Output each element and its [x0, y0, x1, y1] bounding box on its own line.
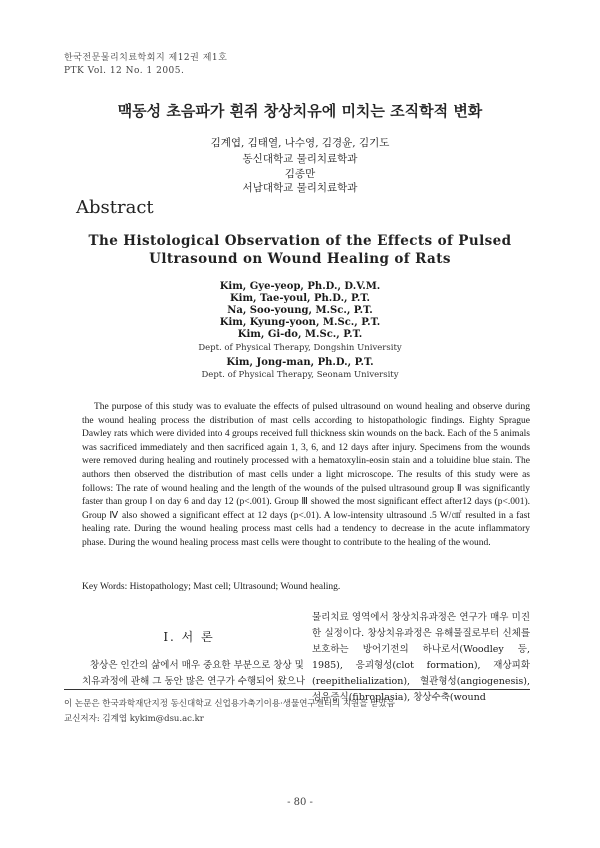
footnote-corresponding: 교신저자: 김계엽 kykim@dsu.ac.kr: [64, 714, 204, 724]
author-name: Kim, Kyung-yoon, M.Sc., P.T.: [219, 317, 381, 328]
author-name: Kim, Gye-yeop, Ph.D., D.V.M.: [219, 281, 381, 292]
footnote-funding: 이 논문은 한국과학재단지정 동신대학교 신업용가축기이용·생물연구센터의 지원을 받았음: [64, 699, 395, 709]
keywords: Key Words: Histopathology; Mast cell; Ultrasound; Wound healing.: [82, 582, 341, 592]
korean-title: 맥동성 초음파가 흰쥐 창상치유에 미치는 조직학적 변화: [117, 102, 483, 120]
korean-authors: 김계엽, 김태열, 나수영, 김경윤, 김기도: [210, 137, 390, 149]
english-title-line-2: Ultrasound on Wound Healing of Rats: [149, 251, 451, 267]
english-title: [0, 232, 600, 268]
english-affiliation-1: Dept. of Physical Therapy, Dongshin University: [198, 343, 402, 353]
korean-affiliation-2: 서남대학교 물리치료학과: [242, 182, 358, 194]
korean-affiliation-1: 동신대학교 물리치료학과: [242, 153, 358, 165]
english-authors: [0, 281, 600, 341]
footnote-divider: [64, 689, 530, 690]
page-number: - 80 -: [287, 797, 313, 808]
left-column-line-1: 창상은 인간의 삶에서 매우 중요한 부분으로 창상 및: [90, 660, 304, 671]
abstract-heading: Abstract: [76, 197, 154, 218]
author-name: Kim, Tae-youl, Ph.D., P.T.: [229, 293, 371, 304]
korean-author-2: 김종만: [284, 168, 316, 180]
right-column-text: 물리치료 영역에서 창상치유과정은 연구가 매우 미진한 실정이다. 창상치유과정은 유해물질로부터 신체를 보호하는 방어기전의 하나로서(Woodley 등, 1985), 응괴형성(clot formation), 재상피화(reepithelialization), 혈관형성(angiogenesis), 섬유증식(fibroplasia), 창상수축(wound: [312, 612, 530, 703]
english-title-line-1: The Histological Observation of the Effects of Pulsed: [88, 233, 512, 249]
author-name: Na, Soo-young, M.Sc., P.T.: [227, 305, 373, 316]
abstract-body: The purpose of this study was to evaluate the effects of pulsed ultrasound on wound healing and observe during the wound healing process the distribution of mast cells according to histopathologic findings. Eighty Sprague Dawley rats which were divided into 4 groups received full thickness skin wounds on the back. Each of the 5 animals was sacrificed immediately and then sacrificed again 1, 3, 6, and 12 days after injury. Specimens from the wounds were removed during healing and routinely processed with a hematoxylin-eosin stain and a toluidine blue stain. The authors then observed the distribution of mast cells under a light microscope. The results of this study were as follows: The rate of wound healing and the length of the wounds of the pulsed ultrasound group Ⅱ was significantly faster than group Ⅰ on day 6 and day 12 (p<.001). Group Ⅲ showed the most significant effect after12 days (p<.001). Group Ⅳ also showed a significant effect at 12 days (p<.01). A low-intensity ultrasound .5 W/㎠ resulted in a fast healing rate. During the wound healing process mast cells had a tendency to decrease in the acute inflammatory phase. During the wound healing process mast cells were thought to contribute to the healing of the wound.: [82, 402, 530, 548]
english-author-2: Kim, Jong-man, Ph.D., P.T.: [226, 357, 374, 368]
journal-volume: PTK Vol. 12 No. 1 2005.: [64, 66, 185, 76]
section-heading: Ⅰ. 서 론: [163, 630, 215, 644]
journal-name: 한국전문물리치료학회지 제12권 제1호: [64, 53, 228, 63]
author-name: Kim, Gi-do, M.Sc., P.T.: [237, 329, 363, 340]
english-affiliation-2: Dept. of Physical Therapy, Seonam University: [201, 370, 399, 380]
left-column-line-2: 치유과정에 관해 그 동안 많은 연구가 수행되어 왔으나: [82, 676, 306, 687]
